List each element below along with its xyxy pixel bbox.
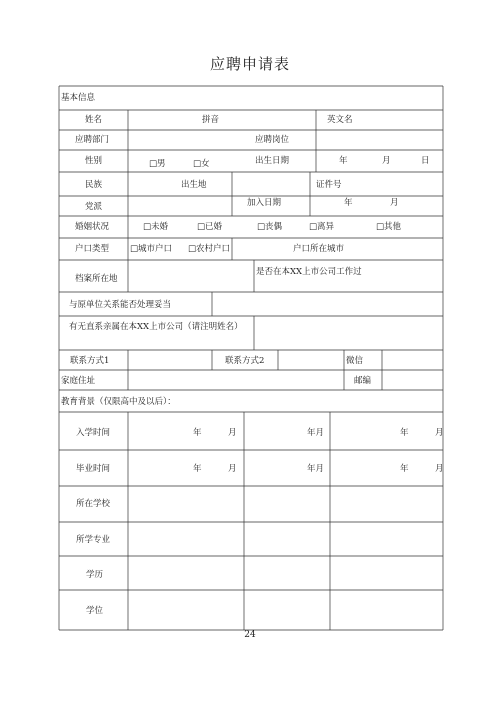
label-ethnicity: 民族	[85, 180, 103, 190]
label-major: 所学专业	[76, 535, 111, 545]
label-degree: 学位	[86, 606, 104, 616]
label-join-month: 月	[390, 198, 399, 208]
checkbox-urban-hukou[interactable]: □城市户口	[130, 244, 173, 254]
label-address: 家庭住址	[61, 376, 96, 386]
label-gender: 性别	[85, 156, 103, 166]
label-enroll-time: 入学时间	[76, 428, 111, 438]
checkbox-male[interactable]: □男	[149, 159, 166, 169]
checkbox-female[interactable]: □女	[193, 159, 210, 169]
graduate-1-year: 年	[193, 464, 202, 474]
label-school: 所在学校	[76, 499, 111, 509]
label-birth-month: 月	[382, 156, 391, 166]
label-hukou-type: 户口类型	[75, 244, 110, 254]
graduate-3-year: 年	[400, 464, 409, 474]
label-join-year: 年	[344, 198, 353, 208]
label-department: 应聘部门	[75, 135, 110, 145]
graduate-1-month: 月	[228, 464, 237, 474]
label-graduate-time: 毕业时间	[76, 464, 111, 474]
page-title: 应聘申请表	[209, 55, 290, 73]
section-education: 教育背景（仅限高中及以后）：	[61, 397, 176, 407]
graduate-3-month: 月	[435, 464, 444, 474]
label-former-employer: 与原单位关系能否处理妥当	[69, 300, 172, 310]
label-birthplace: 出生地	[181, 180, 207, 190]
label-id-number: 证件号	[316, 180, 342, 190]
label-birth-day: 日	[421, 156, 430, 166]
checkbox-divorced[interactable]: □离异	[309, 222, 335, 232]
checkbox-other[interactable]: □其他	[376, 222, 402, 232]
enroll-3-year: 年	[400, 428, 409, 438]
graduate-2-year-month: 年月	[307, 464, 325, 474]
checkbox-widowed[interactable]: □丧偶	[257, 222, 283, 232]
label-relatives: 有无直系亲属在本XX上市公司（请注明姓名）	[69, 322, 243, 332]
label-english-name: 英文名	[327, 115, 353, 125]
label-hukou-city: 户口所在城市	[293, 244, 345, 254]
label-contact-2: 联系方式2	[225, 356, 265, 366]
label-postcode: 邮编	[354, 376, 372, 386]
label-name: 姓名	[85, 115, 103, 125]
checkbox-rural-hukou[interactable]: □农村户口	[188, 244, 231, 254]
enroll-2-year-month: 年月	[307, 428, 325, 438]
label-position: 应聘岗位	[255, 135, 290, 145]
checkbox-married[interactable]: □已婚	[197, 222, 223, 232]
checkbox-unmarried[interactable]: □未婚	[143, 222, 169, 232]
label-contact-1: 联系方式1	[70, 356, 110, 366]
enroll-1-month: 月	[228, 428, 237, 438]
section-basic-info: 基本信息	[61, 93, 96, 103]
label-pinyin: 拼音	[202, 115, 220, 125]
label-worked-here: 是否在本XX上市公司工作过	[256, 267, 362, 277]
label-archive-location: 档案所在地	[75, 274, 118, 284]
label-join-date: 加入日期	[247, 198, 282, 208]
label-birth-date: 出生日期	[255, 156, 290, 166]
page-number: 24	[244, 630, 256, 640]
label-wechat: 微信	[346, 356, 364, 366]
label-edu-level: 学历	[86, 570, 104, 580]
label-party: 党派	[85, 202, 103, 212]
enroll-3-month: 月	[435, 428, 444, 438]
enroll-1-year: 年	[193, 428, 202, 438]
label-birth-year: 年	[339, 156, 348, 166]
label-marital-status: 婚姻状况	[75, 222, 110, 232]
